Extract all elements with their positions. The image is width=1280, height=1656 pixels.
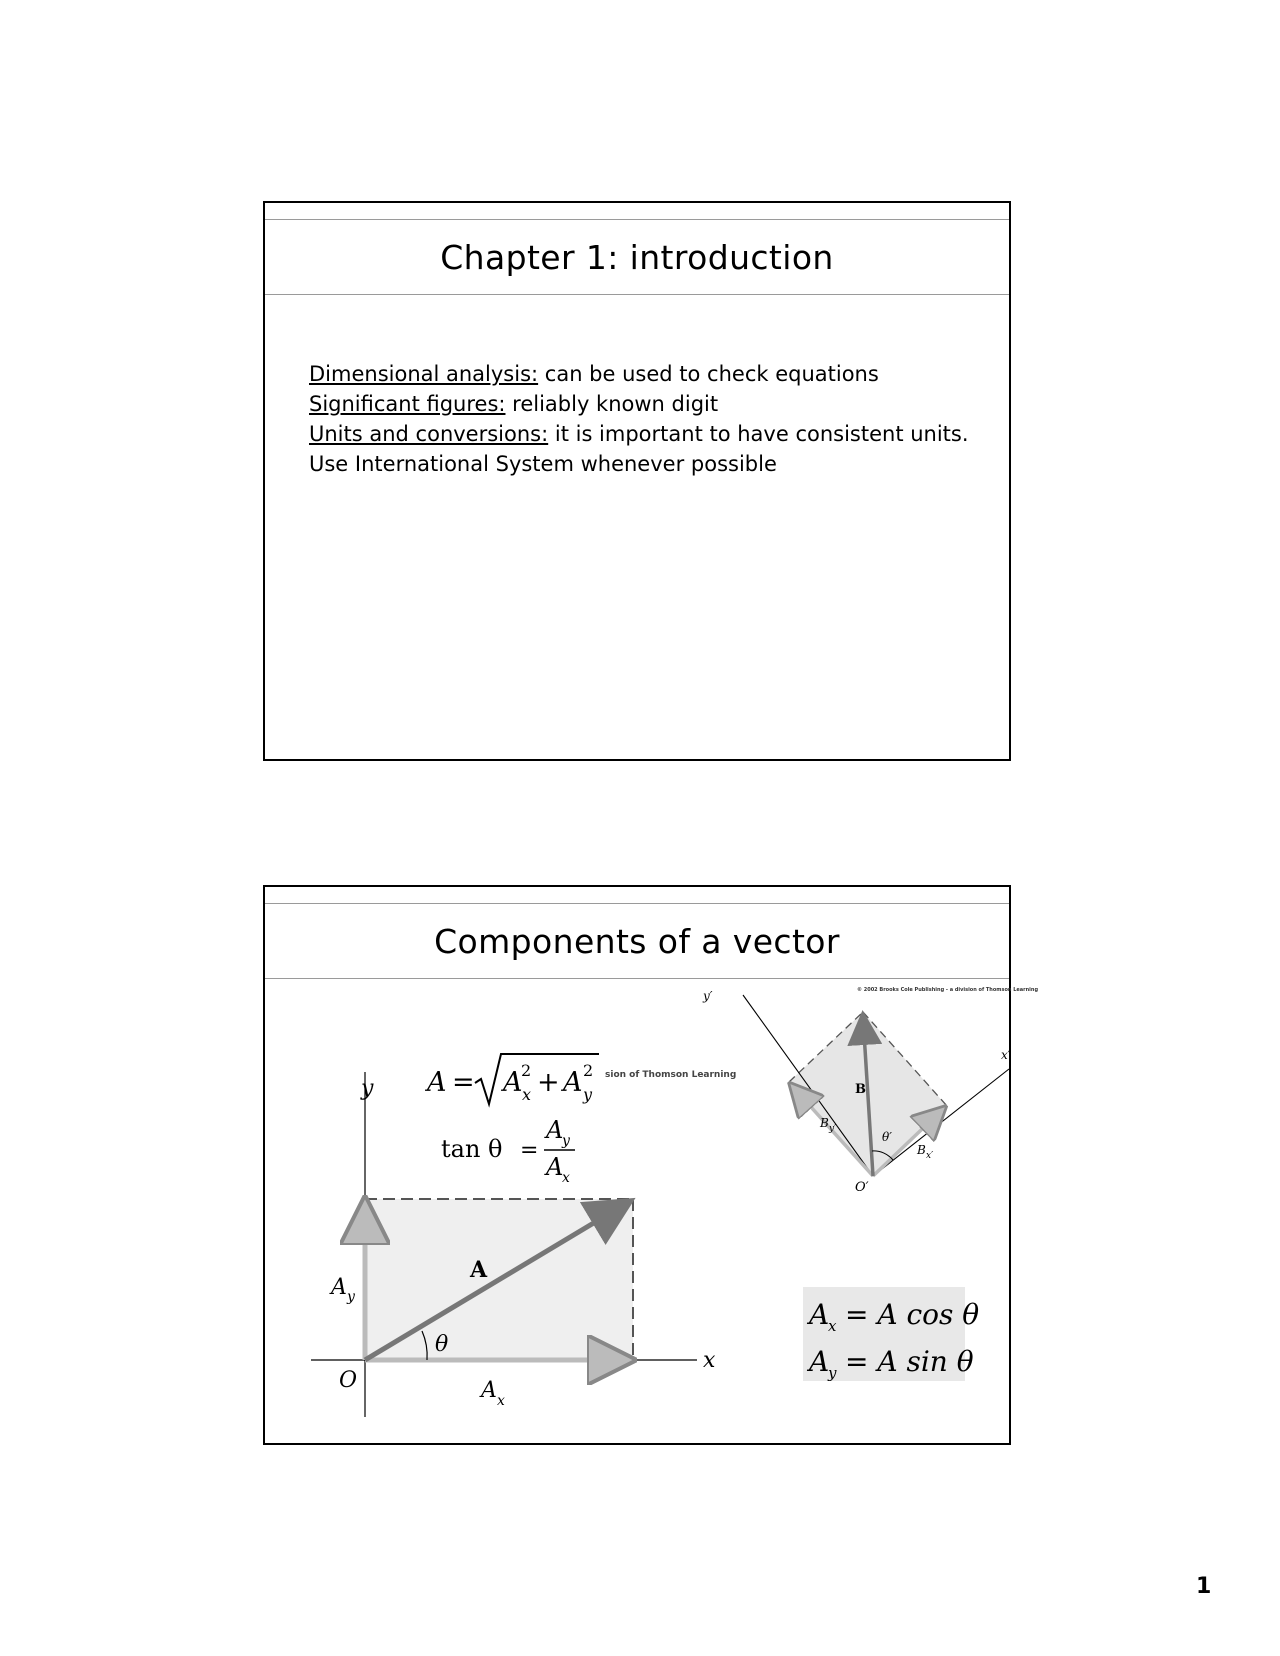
vector-b-label: B xyxy=(855,1082,866,1097)
slide-title: Components of a vector xyxy=(434,921,840,961)
definition-significant-figures: reliably known digit xyxy=(505,392,719,416)
formula-equals: = xyxy=(452,1067,475,1098)
x-axis-label: x xyxy=(703,1348,716,1373)
tan-formula xyxy=(441,1116,575,1186)
definition-dimensional-analysis: can be used to check equations xyxy=(538,362,879,386)
formula-sub2: y xyxy=(583,1085,593,1104)
vector-a-label: A xyxy=(470,1257,488,1283)
formula-term2: A xyxy=(563,1067,583,1098)
watermark-text: sion of Thomson Learning xyxy=(605,1070,737,1080)
origin-label: O xyxy=(339,1368,358,1393)
by-label: B xyxy=(820,1116,829,1130)
ay-formula-lhs: A xyxy=(809,1345,830,1378)
formula-lhs: A xyxy=(427,1067,447,1098)
definition-units-conversions: it is important to have consistent units. Use International System whenever possible xyxy=(309,422,969,476)
magnitude-formula xyxy=(424,1054,599,1104)
angle-theta-label: θ xyxy=(435,1332,449,1357)
tan-denominator-sub: x xyxy=(562,1170,570,1186)
angle-theta-prime-label: θ′ xyxy=(882,1130,892,1144)
term-significant-figures: Significant figures: xyxy=(309,392,506,416)
tan-equals: = xyxy=(520,1138,539,1163)
ax-label-sub: x xyxy=(497,1393,505,1409)
formula-sup1: 2 xyxy=(521,1061,532,1080)
slide-vector-components xyxy=(263,885,1039,1445)
y-prime-label: y′ xyxy=(703,989,713,1003)
ay-formula-sub: y xyxy=(828,1364,837,1382)
slide-chapter-intro xyxy=(263,201,1011,761)
bx-label-sub: x′ xyxy=(926,1151,934,1161)
vector-a-diagram xyxy=(311,1072,716,1417)
slide-title: Chapter 1: introduction xyxy=(440,237,834,277)
tan-denominator: A xyxy=(546,1153,564,1181)
component-formulas xyxy=(803,1287,980,1382)
by-label-sub: y′ xyxy=(829,1124,837,1134)
formula-sub1: x xyxy=(522,1085,532,1104)
ax-formula-lhs: A xyxy=(809,1298,830,1331)
origin-prime-label: O′ xyxy=(855,1180,869,1195)
vector-b-diagram xyxy=(702,987,1038,1195)
bx-label: B xyxy=(917,1143,926,1157)
term-units-conversions: Units and conversions: xyxy=(309,422,549,446)
ax-label: A xyxy=(481,1378,497,1403)
term-dimensional-analysis: Dimensional analysis: xyxy=(309,362,539,386)
slide-title-bar xyxy=(265,219,1009,295)
ay-label: A xyxy=(331,1275,347,1300)
tan-lhs: tan θ xyxy=(441,1135,503,1163)
ay-formula-rhs: = A sin θ xyxy=(845,1345,974,1378)
formula-term1: A xyxy=(503,1067,523,1098)
y-axis-label: y xyxy=(361,1076,374,1101)
ax-formula-rhs: = A cos θ xyxy=(845,1298,980,1331)
tan-numerator-sub: y xyxy=(562,1133,570,1149)
page-number: 1 xyxy=(1196,1574,1212,1599)
formula-sup2: 2 xyxy=(583,1061,594,1080)
component-formulas-box xyxy=(803,1287,980,1382)
slide-body xyxy=(309,359,989,479)
copyright-notice: © 2002 Brooks Cole Publishing - a division of Thomson Learning xyxy=(857,987,1039,993)
ax-formula-sub: x xyxy=(828,1317,837,1335)
ay-label-sub: y xyxy=(347,1289,355,1305)
x-prime-label: x′ xyxy=(1001,1048,1011,1062)
tan-numerator: A xyxy=(546,1116,564,1144)
formula-plus: + xyxy=(537,1067,560,1098)
